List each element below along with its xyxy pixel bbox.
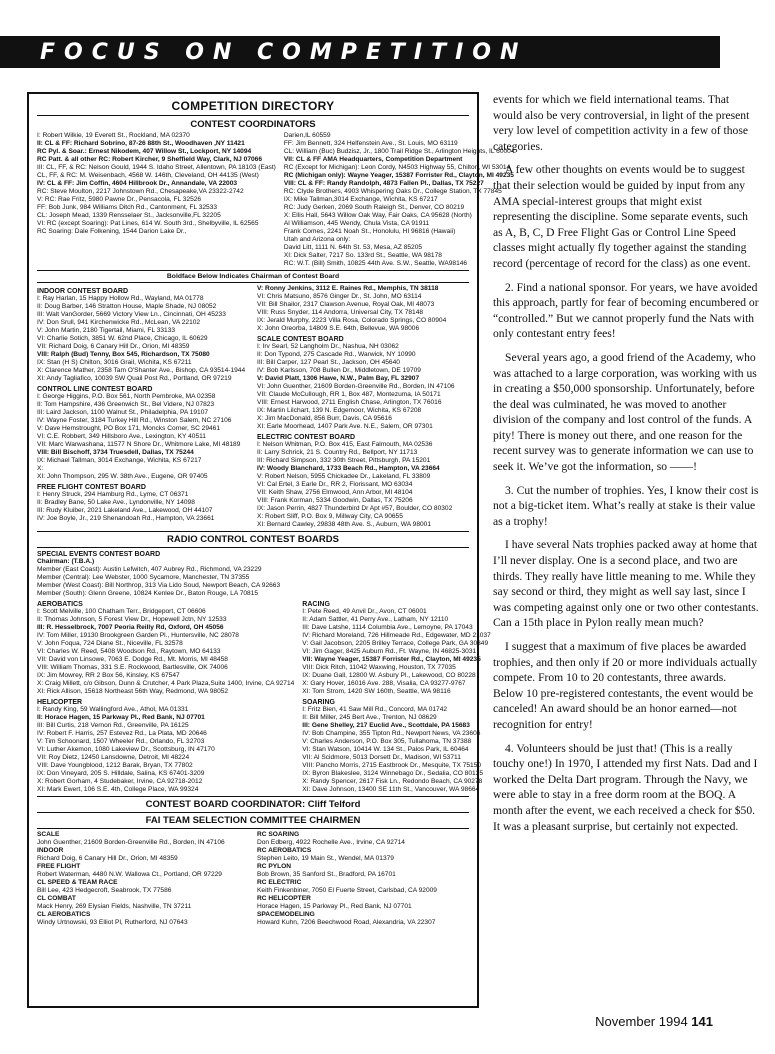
boldface-note: Boldface Below Indicates Chairman of Contest Board bbox=[166, 273, 340, 280]
board-entry: VII: Keith Shaw, 2756 Elmwood, Ann Arbor, MI 48104 bbox=[257, 489, 413, 496]
fai-chairman: Keith Finkenbiner, 7050 El Fuerte Street, Carlsbad, CA 92009 bbox=[257, 887, 437, 894]
divider bbox=[37, 531, 469, 532]
boards-columns bbox=[37, 285, 469, 529]
article-paragraph: events for which we field international teams. That would also be very controversial, in light of the present very low level of competition activity in a few of those categories. bbox=[493, 93, 750, 153]
board-entry: V: Ronny Jenkins, 3112 E. Raines Rd., Memphis, TN 38118 bbox=[257, 285, 439, 292]
fai-chairman: Stephen Leito, 19 Main St., Wendel, MA 01379 bbox=[257, 855, 394, 862]
board-entry: XI: Bernard Cawley, 29838 48th Ave. S., Auburn, WA 98001 bbox=[257, 521, 431, 528]
special-events-heading: SPECIAL EVENTS CONTEST BOARD bbox=[37, 551, 161, 558]
board-heading: FREE FLIGHT CONTEST BOARD bbox=[37, 484, 146, 491]
board-entry: I: Randy King, 59 Wallingford Ave., Athol, MA 01331 bbox=[37, 706, 189, 713]
board-entry: VIII: Frank Korman, 5334 Goodwin, Dallas, TX 75206 bbox=[257, 497, 413, 504]
coordinator-entry: II: CL & FF: Richard Sobrino, 87-26 88th St., Woodhaven ,NY 11421 bbox=[37, 140, 245, 147]
coordinator-entry: III: CL, FF, & RC: Nelson Gould, 1944 S. Idaho Street, Allentown, PA 18103 (East) bbox=[37, 164, 276, 171]
special-events-entry: Member (South): Glenn Greene, 10824 Kenlee Dr., Baton Rouge, LA 70815 bbox=[37, 590, 259, 597]
board-entry: XI: John Thompson, 295 W. 38th Ave., Eugene, OR 97405 bbox=[37, 473, 208, 480]
fai-heading: FAI TEAM SELECTION COMMITTEE CHAIRMEN bbox=[145, 815, 361, 826]
board-entry: XI: Earle Moorhead, 1407 Park Ave. N.E., Salem, OR 97301 bbox=[257, 423, 433, 430]
board-heading: CONTROL LINE CONTEST BOARD bbox=[37, 386, 153, 393]
board-entry: IX: Duane Gall, 12800 W. Asbury Pl., Lakewood, CO 80228 bbox=[302, 672, 476, 679]
coordinator-entry: RC: Judy Gerken, 2069 South Raleigh St., Denver, CO 80219 bbox=[283, 204, 465, 211]
board-entry: III: Rudy Kluiber, 2021 Lakeland Ave., Lakewood, OH 44107 bbox=[37, 507, 213, 514]
coordinator-entry: VIII: CL & FF: Randy Randolph, 4873 Fallen Pl., Dallas, TX 75227 bbox=[283, 180, 484, 187]
board-entry: VI: Cal Ertel, 3 Earle Dr., RR 2, Florissant, MO 63034 bbox=[257, 481, 413, 488]
board-heading: AEROBATICS bbox=[37, 601, 83, 608]
board-entry: VI: Stan Watson, 10414 W. 134 St., Palos Park, IL 60464 bbox=[302, 746, 469, 753]
board-entry: IX: Michael Tallman, 3014 Exchange, Wichita, KS 67217 bbox=[37, 457, 202, 464]
board-entry: I: Irv Searl, 52 Langholm Dr., Nashua, NH 03062 bbox=[257, 343, 399, 350]
board-entry: XI: Dave Johnson, 13400 SE 11th St., Vancouver, WA 98664 bbox=[302, 786, 480, 793]
board-entry: VI: Charles W. Reed, 5408 Woodson Rd., Raytown, MO 64133 bbox=[37, 648, 221, 655]
board-entry: V: Tim Schoonard, 1507 Wheeler Rd., Orlando, FL 32703 bbox=[37, 738, 205, 745]
board-entry: VI: C.E. Robbert, 349 Hillsboro Ave., Lexington, KY 40511 bbox=[37, 433, 206, 440]
board-entry: II: Thomas Johnson, 5 Forest View Dr., Hopewell Jctn, NY 12533 bbox=[37, 616, 227, 623]
coordinator-entry: IX: Mike Tallman,3014 Exchange, Wichita, KS 67217 bbox=[283, 196, 438, 203]
article-paragraph: I suggest that a maximum of five places be awarded trophies, and then only if 20 or more individuals actually compete. From 10 to 20 contestants, three awards. Below 10 pre-registered contestants, the event would be canceled! An award should be an honor earned—not recognition for entry! bbox=[493, 640, 758, 731]
board-entry: II: Doug Barber, 146 Stratton House, Maple Shade, NJ 08052 bbox=[37, 303, 217, 310]
coordinator-entry: XI: Dick Salter, 7217 So. 133rd St., Seattle, WA 98178 bbox=[283, 252, 442, 259]
directory-content bbox=[37, 96, 515, 927]
board-entry: I: Pete Reed, 49 Anvil Dr., Avon, CT 06001 bbox=[302, 608, 427, 615]
fai-chairman: Mack Henry, 269 Elysian Fields, Nashville, TN 37211 bbox=[37, 903, 192, 910]
board-entry: X: Robert Gorham, 4 Studebaker, Irvine, CA 92718-2012 bbox=[37, 778, 203, 785]
coordinator-entry: RC Soaring: Dale Folkening, 1544 Darion Lake Dr., bbox=[37, 228, 187, 235]
special-events-entry: Member (Central): Lee Webster, 1000 Sycamore, Manchester, TN 37355 bbox=[37, 574, 250, 581]
board-entry: VII: David von Linsowe, 7063 E. Dodge Rd., Mt. Morris, MI 48458 bbox=[37, 656, 228, 663]
rc-left bbox=[37, 598, 294, 794]
board-entry: III: Bill Carper, 127 Pearl St., Jackson, OH 45640 bbox=[257, 359, 400, 366]
coordinator-entry: I: Robert Wilkie, 19 Everett St., Rockland, MA 02370 bbox=[37, 132, 190, 139]
board-entry: III: Gene Shelley, 217 Euclid Ave., Scottdale, PA 15683 bbox=[302, 722, 470, 729]
coordinator-entry: David Litt, 1111 N. 64th St. 53, Mesa, AZ 85205 bbox=[283, 244, 423, 251]
rc-boards-heading: RADIO CONTROL CONTEST BOARDS bbox=[167, 534, 339, 545]
contest-board-coordinator: CONTEST BOARD COORDINATOR: Cliff Telford bbox=[145, 799, 361, 810]
coordinator-entry: CL, FF, & RC: M. Weisenbach, 4568 W. 146th, Cleveland, OH 44135 (West) bbox=[37, 172, 259, 179]
coordinator-entry: Al Williamson, 445 Wendy, Chula Vista, CA 91911 bbox=[283, 220, 430, 227]
board-entry: II: Bill Miller, 245 Bert Ave., Trenton, NJ 08629 bbox=[302, 714, 437, 721]
fai-chairman: Bob Brown, 35 Sanford St., Bradford, PA 16701 bbox=[257, 871, 396, 878]
fai-chairman: Richard Doig, 6 Canary Hill Dr., Orion, MI 48359 bbox=[37, 855, 178, 862]
board-entry: IX: Jerald Murphy, 2223 Villa Rosa, Colorado Springs, CO 80904 bbox=[257, 317, 447, 324]
coordinators-heading: CONTEST COORDINATORS bbox=[190, 119, 316, 130]
board-heading: INDOOR CONTEST BOARD bbox=[37, 288, 128, 295]
divider bbox=[37, 796, 469, 797]
board-entry: X: Jim MacDonald, 856 Burr, Davis, CA 95616 bbox=[257, 415, 392, 422]
board-heading: HELICOPTER bbox=[37, 699, 83, 706]
special-events-list bbox=[37, 558, 469, 598]
board-entry: VII: Marc Warwashana, 11577 N Shore Dr., Whitmore Lake, MI 48189 bbox=[37, 441, 241, 448]
board-entry: III: Walt VanGorder, 5669 Victory View Ln., Cincinnati, OH 45233 bbox=[37, 311, 226, 318]
page-number: 141 bbox=[691, 1014, 713, 1029]
divider bbox=[37, 812, 469, 813]
coordinator-entry: Utah and Arizona only: bbox=[283, 236, 351, 243]
board-entry: V: Dave Hemstrought, PO Box 171, Moncks Corner, SC 29461 bbox=[37, 425, 221, 432]
board-entry: VI: Charlie Sotich, 3851 W. 62nd Place, Chicago, IL 60629 bbox=[37, 335, 208, 342]
board-entry: VIII: Bill Bischoff, 3734 Truesdell, Dallas, TX 75244 bbox=[37, 449, 194, 456]
article-paragraph: I have several Nats trophies packed away at home that I’ll never display. One is a second place, and two are thirds. They really have little meaning to me. While they say second or third, they might as well say last, since I was competing against only one or two other contestants. Can a 15th place in Pylon really mean much? bbox=[493, 538, 759, 630]
board-entry: VIII: William Thomas, 331 S.E. Rockwood, Bartlesville, OK 74006 bbox=[37, 664, 228, 671]
board-entry: III: Bill Curtis, 218 Vernon Rd., Greenville, PA 16125 bbox=[37, 722, 189, 729]
article-paragraph: 4. Volunteers should be just that! (This is a really touchy one!) In 1970, I attended my first Nats. Dad and I worked the Delta Dart program. Through the Navy, we were able to stay in a free dorm room at the BOQ. A month after the event, we each received a check for $50. It was a pleasant surprise, but certainly not expected. bbox=[493, 741, 758, 833]
board-entry: XI: Tom Strom, 1420 SW 160th, Seattle, WA 98116 bbox=[302, 688, 451, 695]
board-entry: IX: Jim Mowrey, RR 2 Box 56, Kinsley, KS 67547 bbox=[37, 672, 180, 679]
board-heading: SCALE CONTEST BOARD bbox=[257, 336, 344, 343]
board-entry: VI: Jim Gager, 8425 Auburn Rd., Ft. Wayne, IN 46825-3031 bbox=[302, 648, 477, 655]
board-entry: VI: Chris Matsuno, 8576 Ginger Dr., St. John, MO 63114 bbox=[257, 293, 422, 300]
board-entry: III: R. Hesselbrock, 7007 Peoria Reilly Rd, Oxford, OH 45056 bbox=[37, 624, 224, 631]
boards-right bbox=[257, 285, 469, 529]
board-entry: XI: Andy Tagliafico, 10039 SW Quail Post Rd., Portland, OR 97219 bbox=[37, 375, 232, 382]
coordinator-entry: CL: Joseph Mead, 1339 Rensselaer St., Jacksonville,FL 32205 bbox=[37, 212, 221, 219]
board-entry: II: Bradley Bane, 50 Lake Ave., Lyndonville, NY 14098 bbox=[37, 499, 195, 506]
board-entry: II: Tom Hampshire, 436 Greenwich St., Bel Videre, NJ 07823 bbox=[37, 401, 215, 408]
fai-category: RC SOARING bbox=[257, 831, 300, 838]
board-entry: IV: Joe Boyle, Jr., 219 Shenandoah Rd., Hampton, VA 23661 bbox=[37, 515, 215, 522]
fai-right bbox=[257, 831, 469, 927]
board-entry: VI: Luther Akemon, 1080 Lakeview Dr., Scottsburg, IN 47170 bbox=[37, 746, 215, 753]
fai-chairman: Bill Lee, 423 Hedgecroft, Seabrook, TX 77586 bbox=[37, 887, 172, 894]
divider bbox=[37, 547, 469, 548]
fai-chairman: Don Edberg, 4922 Rochelle Ave., Irvine, CA 92714 bbox=[257, 839, 405, 846]
board-entry: I: Ray Harlan, 15 Happy Hollow Rd., Wayland, MA 01778 bbox=[37, 295, 204, 302]
board-entry: X: Craig Millett, c/o Gibson, Dunn & Crutcher, 4 Park Plaza,Suite 1400, Irvine, CA 92714 bbox=[37, 680, 295, 687]
coordinator-entry: VII: CL & FF AMA Headquarters, Competition Department bbox=[283, 156, 463, 163]
coordinator-entry: RC (Michigan only): Wayne Yeager, 15387 Forrister Rd., Clayton, MI 49235 bbox=[283, 172, 514, 179]
coordinator-entry: V: RC: Rae Fritz, 5980 Pawne Dr., Pensacola, FL 32526 bbox=[37, 196, 202, 203]
fai-category: SPACEMODELING bbox=[257, 911, 315, 918]
board-entry: X: Clarence Mather, 2358 Tam O'Shanter Ave., Bishop, CA 93514-1944 bbox=[37, 367, 246, 374]
coordinator-entry: FF: Jim Bennett, 324 Helfenstein Ave., St. Louis, MO 63119 bbox=[283, 140, 458, 147]
board-entry: VIII: Dave Youngblood, 1212 Barak, Bryan, TX 77802 bbox=[37, 762, 193, 769]
board-entry: XI: Rick Allison, 15618 Northeast 56th Way, Redmond, WA 98052 bbox=[37, 688, 229, 695]
fai-category: RC PYLON bbox=[257, 863, 292, 870]
fai-chairman: Horace Hagen, 15 Parkway Pl., Red Bank, NJ 07701 bbox=[257, 903, 412, 910]
board-entry: IX: Don Vineyard, 205 S. Hilldale, Salina, KS 67401-3209 bbox=[37, 770, 205, 777]
divider bbox=[37, 828, 469, 829]
fai-chairman: Robert Waterman, 4480 N.W. Wallowa Ct., Portland, OR 97229 bbox=[37, 871, 222, 878]
board-entry: IV: Wayne Foster, 3184 Turkey Hill Rd., Winston Salem, NC 27106 bbox=[37, 417, 232, 424]
fai-category: RC AEROBATICS bbox=[257, 847, 312, 854]
board-entry: X: Robert Sliff, P.O. Box 9, Millway City, CA 90655 bbox=[257, 513, 403, 520]
fai-chairman: Howard Kuhn, 7206 Beechwood Road, Alexandria, VA 22307 bbox=[257, 919, 436, 926]
board-entry: IV: Bob Champine, 355 Tipton Rd., Newport News, VA 23606 bbox=[302, 730, 481, 737]
board-entry: VIII: Ralph (Bud) Tenny, Box 545, Richardson, TX 75080 bbox=[37, 351, 210, 358]
coordinator-entry: Frank Comes, 2241 Noah St., Honolulu, HI 96816 (Hawaii) bbox=[283, 228, 456, 235]
fai-columns bbox=[37, 831, 469, 927]
coordinator-entry: Darien,IL 60559 bbox=[283, 132, 331, 139]
coordinators-right bbox=[284, 132, 515, 268]
coordinators-columns bbox=[37, 132, 515, 268]
rc-right bbox=[302, 598, 491, 794]
section-title: FOCUS ON COMPETITION bbox=[40, 40, 528, 65]
special-events-entry: Member (East Coast): Austin Lefwitch, 407 Aubrey Rd., Richmond, VA 23229 bbox=[37, 566, 262, 573]
board-entry: IV: Robert F. Harris, 257 Estevez Rd., La Plata, MD 20646 bbox=[37, 730, 207, 737]
rc-columns bbox=[37, 598, 491, 794]
article-paragraph: A few other thoughts on events would be to suggest that their selection would be guided by input from any AMA special-interest groups that might exist representing the discipline. Some separate events, such as A, B, C, D Free Flight Gas or Control Line Speed classes might actually fly together against the standing record (percentage of record for the class) as one event. bbox=[493, 163, 751, 270]
coordinator-entry: IV: CL & FF: Jim Coffin, 4604 Hillbrook Dr., Annandale, VA 22003 bbox=[37, 180, 238, 187]
board-entry: III: Dave Latshe, 1114 Columbia Ave., Lemoyne, PA 17043 bbox=[302, 624, 473, 631]
coordinator-entry: RC: Steve Moulton, 2217 Johnstown Rd., Chesapeake,VA 23322-2742 bbox=[37, 188, 244, 195]
board-entry: VII: Claude McCullough, RR 1, Box 487, Montezuma, IA 50171 bbox=[257, 391, 441, 398]
divider bbox=[37, 115, 469, 116]
board-entry: VII: Richard Doig, 6 Canary Hill Dr., Orion, MI 48359 bbox=[37, 343, 190, 350]
board-entry: VII: Al Scidmore, 5013 Dorsett Dr., Madison, WI 53711 bbox=[302, 754, 461, 761]
coordinator-entry: X: Ellis Hall, 5643 Willow Oak Way, Fair Oaks, CA 95628 (North) bbox=[283, 212, 472, 219]
board-entry: II: Horace Hagen, 15 Parkway Pl., Red Bank, NJ 07701 bbox=[37, 714, 205, 721]
fai-category: FREE FLIGHT bbox=[37, 863, 81, 870]
board-entry: X: bbox=[37, 465, 44, 472]
board-entry: I: Henry Struck, 294 Hamburg Rd., Lyme, CT 06371 bbox=[37, 491, 189, 498]
board-entry: IV: Woody Blanchard, 1733 Beach Rd., Hampton, VA 23664 bbox=[257, 465, 440, 472]
page-footer bbox=[595, 1014, 713, 1029]
fai-category: SCALE bbox=[37, 831, 60, 838]
board-entry: VIII: Russ Snyder, 114 Andorra, Universal City, TX 78148 bbox=[257, 309, 424, 316]
article-paragraph: 2. Find a national sponsor. For years, we have avoided this approach, partly for fear of becoming encumbered or “controlled.” But we cannot properly fund the Nats with only contestant entry fees! bbox=[493, 280, 759, 341]
board-entry: V: David Platt, 1306 Hawe, N.W., Palm Bay, FL 32907 bbox=[257, 375, 420, 382]
board-entry: V: John Martin, 2180 Tigertail, Miami, FL 33133 bbox=[37, 327, 176, 334]
article-paragraph: 3. Cut the number of trophies. Yes, I know their cost is not a big-ticket item. What’s really at stake is their value as a trophy! bbox=[493, 483, 759, 528]
coordinator-entry: CL: William (Buc) Budzisz, Jr., 1800 Trail Ridge St., Arlington Heights, IL 60004 bbox=[283, 148, 515, 155]
directory-title: COMPETITION DIRECTORY bbox=[171, 99, 335, 113]
board-entry: V: Gail Jacobson, 2205 Brilley Terrace, College Park, GA 30349 bbox=[302, 640, 489, 647]
board-entry: V: Robert Nelson, 5955 Chickadee Dr., Lakeland, FL 33809 bbox=[257, 473, 431, 480]
board-entry: V: John Foqua, 724 Diane St., Niceville, FL 32578 bbox=[37, 640, 183, 647]
board-entry: XI: Mark Ewert, 106 S.E. 4th, College Place, WA 99324 bbox=[37, 786, 199, 793]
coordinator-entry: VI: RC (except Soaring): Pat Lines, 614 W. South 3rd., Shelbyville, IL 62565 bbox=[37, 220, 259, 227]
board-entry: VII: Roy Dietz, 12450 Lansdowne, Detroit, MI 48224 bbox=[37, 754, 190, 761]
board-entry: X: Gary Hover, 16016 Ave. 288, Visalia, CA 93277-9767 bbox=[302, 680, 466, 687]
board-entry: I: Fritz Bien, 41 Saw Mill Rd., Concord, MA 01742 bbox=[302, 706, 448, 713]
fai-left bbox=[37, 831, 249, 927]
article-paragraph: Several years ago, a good friend of the Academy, who was attached to a large corporation, was working with us in creating a $50,000 sponsorship. Unfortunately, before the deal was culminated, he was moved to another division of the company and lost control of the funds. A pity! There is money out there, and one reason for the recent survey was to generate information we can use to seek it. We’ve got the information, so ——! bbox=[493, 350, 757, 474]
board-entry: V: Charles Anderson, P.O. Box 305, Tullahoma, TN 37388 bbox=[302, 738, 472, 745]
issue-date: November 1994 bbox=[595, 1014, 688, 1029]
board-entry: IV: Don Srull, 941 Kirchenwicke Rd., McLean, VA 22102 bbox=[37, 319, 201, 326]
special-events-entry: Member (West Coast): Bill Northrop, 313 Via Lido Soud, Newport Beach, CA 92663 bbox=[37, 582, 281, 589]
board-entry: IX: Stan (H S) Chilton, 3016 Grail, Wichita, KS 67211 bbox=[37, 359, 192, 366]
board-entry: VIII: Pancho Morris, 2715 Eastbrook Dr., Mesquite, TX 75150 bbox=[302, 762, 482, 769]
board-heading: SOARING bbox=[302, 699, 335, 706]
fai-category: RC HELICOPTER bbox=[257, 895, 311, 902]
board-entry: X: Randy Spencer, 2617 Fisk Ln., Redondo Beach, CA 90278 bbox=[302, 778, 483, 785]
fai-chairman: Windy Urtnowski, 93 Elliot Pl, Rutherford, NJ 07643 bbox=[37, 919, 188, 926]
board-entry: IV: Tom Miller, 19130 Brookgreen Garden Pl., Huntersville, NC 28078 bbox=[37, 632, 239, 639]
board-entry: I: Scott Melville, 100 Chatham Terr., Bridgeport, CT 06606 bbox=[37, 608, 206, 615]
coordinator-entry: RC Patt. & all other RC: Robert Kircher, 9 Sheffield Way, Clark, NJ 07066 bbox=[37, 156, 262, 163]
divider bbox=[37, 282, 469, 283]
article-column bbox=[493, 92, 759, 842]
board-entry: IV: Richard Moreland, 726 Hillmeade Rd., Edgewater, MD 21037 bbox=[302, 632, 491, 639]
boards-left bbox=[37, 285, 249, 529]
board-entry: IX: Byron Blakeslee, 3124 Winnebago Dr., Sedalia, CO 80135 bbox=[302, 770, 484, 777]
board-entry: X: John Oreorba, 14809 S.E. 64th, Bellevue, WA 98006 bbox=[257, 325, 420, 332]
fai-category: INDOOR bbox=[37, 847, 64, 854]
board-entry: VIII: Dick Ritch, 11042 Waxwing, Houston, TX 77035 bbox=[302, 664, 456, 671]
board-entry: III: Laird Jackson, 1100 Walnut St., Philadelphia, PA 19107 bbox=[37, 409, 209, 416]
board-entry: IV: Bob Karlsson, 708 Bullen Dr., Middletown, DE 19709 bbox=[257, 367, 421, 374]
fai-category: CL SPEED & TEAM RACE bbox=[37, 879, 118, 886]
board-entry: I: Nelson Whitman, P.O. Box 415, East Falmouth, MA 02536 bbox=[257, 441, 433, 448]
board-entry: I: George Higgins, P.O. Box 561, North Pembroke, MA 02358 bbox=[37, 393, 216, 400]
board-entry: II: Larry Schrick, 21 S. Country Rd., Bellport, NY 11713 bbox=[257, 449, 418, 456]
board-entry: IX: Martin Lilchart, 139 N. Edgemoor, Wichita, KS 67208 bbox=[257, 407, 422, 414]
fai-category: CL COMBAT bbox=[37, 895, 76, 902]
coordinator-entry: RC Pyl. & Soar.: Ernest Nikodem, 407 Willow St., Lockport, NY 14094 bbox=[37, 148, 252, 155]
competition-directory-box bbox=[27, 92, 515, 1008]
fai-category: CL AEROBATICS bbox=[37, 911, 91, 918]
coordinator-entry: RC: Clyde Brothers, 4903 Whispering Oaks Dr., College Station, TX 77845 bbox=[283, 188, 502, 195]
coordinator-entry: RC (Except for Michigan): Leon Cordy, N4503 Highway 55, Chilton, WI 53014 bbox=[283, 164, 511, 171]
coordinators-left bbox=[37, 132, 276, 268]
board-entry: VI: John Guenther, 21609 Borden-Greenville Rd., Borden, IN 47106 bbox=[257, 383, 455, 390]
divider bbox=[37, 270, 469, 271]
board-entry: VII: Bill Shailor, 2317 Clawson Avenue, Royal Oak, MI 48073 bbox=[257, 301, 435, 308]
board-entry: VII: Wayne Yeager, 15387 Forrister Rd., Clayton, MI 49235 bbox=[302, 656, 481, 663]
fai-chairman: John Guenther, 21609 Borden-Greenville Rd., Borden, IN 47106 bbox=[37, 839, 225, 846]
coordinator-entry: RC: W.T. (Bill) Smith, 10825 44th Ave. S.W., Seattle, WA98146 bbox=[283, 260, 468, 267]
coordinator-entry: FF: Bob Junk, 984 Williams Ditch Rd., Cantonment, FL 32533 bbox=[37, 204, 218, 211]
special-events-entry: Chairman: (T.B.A.) bbox=[37, 558, 95, 565]
fai-category: RC ELECTRIC bbox=[257, 879, 302, 886]
board-entry: II: Adam Sattler, 41 Perry Ave., Latham, NY 12110 bbox=[302, 616, 449, 623]
board-entry: III: Richard Simpson, 332 30th Street, Pittsburgh, PA 15201 bbox=[257, 457, 431, 464]
board-heading: RACING bbox=[302, 601, 330, 608]
board-heading: ELECTRIC CONTEST BOARD bbox=[257, 434, 355, 441]
board-entry: VIII: Ernest Harwood, 2711 English Chase, Arlington, TX 76016 bbox=[257, 399, 442, 406]
board-entry: IX: Jason Perrin, 4827 Thunderbird Dr Apt #57, Boulder, CO 80302 bbox=[257, 505, 453, 512]
board-entry: II: Don Typond, 275 Cascade Rd., Warwick, NY 10990 bbox=[257, 351, 416, 358]
